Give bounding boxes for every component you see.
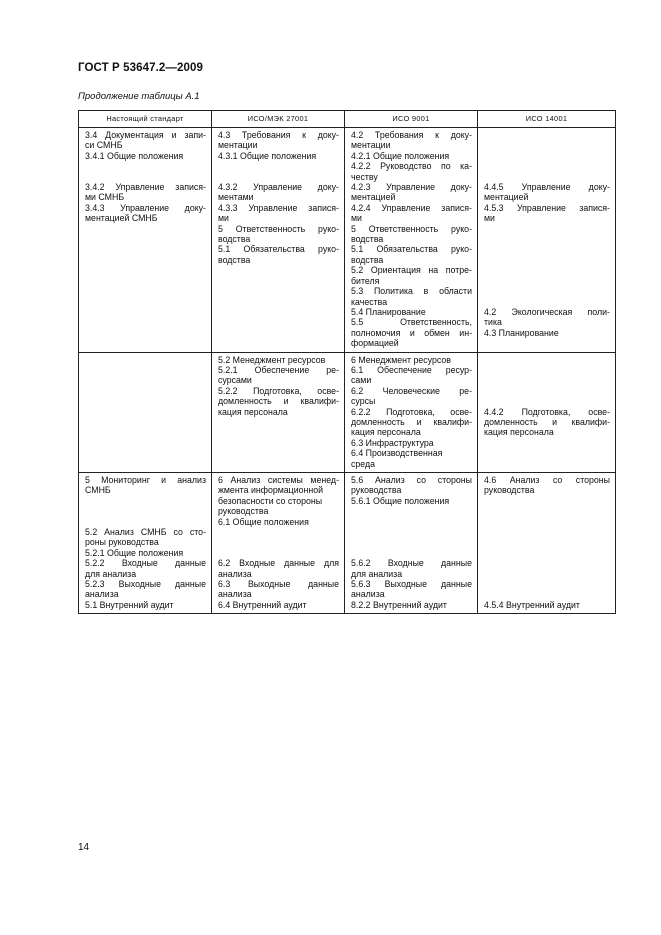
cell-text-line: сурсы (351, 396, 376, 407)
cell-text-line: водства (351, 254, 384, 265)
cell-text-line: 5.6 Анализ со стороны (351, 475, 472, 485)
column-header: ИСО 14001 (478, 111, 616, 128)
cell-text-line: водства (218, 254, 251, 265)
table-cell (345, 128, 478, 353)
cell-text-line: руководства (484, 485, 535, 496)
cell-text-line: 6.2 Входные данные для (218, 558, 339, 569)
cell-text-line (351, 548, 472, 558)
cell-text-line (484, 396, 610, 406)
cell-text-line: ментами (218, 192, 254, 203)
column-header: ИСО/МЭК 27001 (212, 111, 345, 128)
cell-text-line: ментации (351, 140, 391, 151)
cell-text-line: для анализа (85, 568, 137, 579)
cell-text-line: 4.3.3 Управление запися- (218, 202, 339, 213)
cell-text-line: 5.2 Менеджмент ресурсов (218, 354, 326, 365)
cell-text-line: 5.2.3 Выходные данные (85, 579, 206, 590)
cell-text-line: 6.3 Инфраструктура (351, 437, 434, 448)
cell-text-line (85, 172, 206, 182)
cell-text-line: 5.2.2 Входные данные (85, 558, 206, 569)
table-row (79, 128, 616, 353)
standards-comparison-table (78, 110, 616, 614)
cell-text-line: формацией (351, 338, 399, 349)
cell-text-line: 5.2 Ориентация на потре- (351, 265, 472, 276)
cell-text-line: 3.4 Документация и запи- (85, 130, 206, 140)
cell-text-line (351, 527, 472, 537)
cell-text-line: 5.1 Внутренний аудит (85, 599, 174, 610)
cell-text-line: 4.2 Экологическая поли- (484, 306, 610, 317)
cell-text-line: 4.3 Требования к доку- (218, 130, 339, 140)
cell-text-line: 4.3 Планирование (484, 327, 559, 338)
cell-text-line: 6 Менеджмент ресурсов (351, 354, 451, 365)
cell-text-line: водства (351, 234, 384, 245)
cell-text-line (85, 506, 206, 516)
cell-text-line: 5.2.2 Подготовка, осве- (218, 385, 339, 396)
table-header-row (79, 111, 616, 128)
cell-text-line: честву (351, 171, 378, 182)
cell-text-line (351, 517, 472, 527)
cell-text-line: 4.2 Требования к доку- (351, 130, 472, 140)
cell-text-line: роны руководства (85, 537, 159, 548)
cell-text-line (484, 151, 610, 161)
table-cell (212, 128, 345, 353)
table-cell (212, 473, 345, 614)
cell-text-line: водства (218, 234, 251, 245)
cell-text-line: 5 Ответственность руко- (218, 223, 339, 234)
cell-text-line: 4.6 Анализ со стороны (484, 475, 610, 485)
cell-text-line: 4.4.5 Управление доку- (484, 182, 610, 193)
cell-text-line: 5 Мониторинг и анализ (85, 475, 206, 485)
cell-text-line: среда (351, 458, 376, 469)
document-header: ГОСТ Р 53647.2—2009 (78, 62, 203, 74)
table-cell (478, 128, 616, 353)
cell-text-line: ми (218, 213, 229, 224)
cell-text-line: 3.4.2 Управление запися- (85, 182, 206, 193)
cell-text-line (484, 297, 610, 307)
cell-text-line (484, 161, 610, 171)
cell-text-line: 4.5.3 Управление запися- (484, 202, 610, 213)
table-cell (345, 352, 478, 472)
cell-text-line: 4.2.2 Руководство по ка- (351, 161, 472, 172)
cell-text-line: 5 Ответственность руко- (351, 223, 472, 234)
cell-text-line: ментации (218, 140, 258, 151)
cell-text-line: анализа (218, 589, 252, 600)
cell-text-line: 3.4.1 Общие положения (85, 150, 184, 161)
cell-text-line: руководства (351, 485, 402, 496)
cell-text-line: сурсами (218, 375, 252, 386)
cell-text-line: ми (351, 213, 362, 224)
cell-text-line (484, 517, 610, 527)
cell-text-line: 6.1 Общие положения (218, 516, 309, 527)
cell-text-line: 5.2 Анализ СМНБ со сто- (85, 527, 206, 538)
cell-text-line: 4.3.1 Общие положения (218, 150, 317, 161)
cell-text-line: жмента информационной (218, 485, 324, 496)
cell-text-line: ми (484, 213, 495, 224)
cell-text-line (484, 130, 610, 140)
cell-text-line (484, 589, 610, 599)
cell-text-line: безопасности со стороны (218, 495, 323, 506)
page-number: 14 (78, 842, 90, 853)
cell-text-line: анализа (351, 589, 385, 600)
cell-text-line: 5.6.1 Общие положения (351, 495, 450, 506)
cell-text-line: анализа (85, 589, 119, 600)
cell-text-line: 5.6.2 Входные данные (351, 558, 472, 569)
cell-text-line: домленность и квалифи- (218, 396, 339, 407)
cell-text-line: кация персонала (484, 427, 554, 438)
cell-text-line (484, 286, 610, 296)
table-cell (345, 473, 478, 614)
cell-text-line (484, 140, 610, 150)
cell-text-line: домленность и квалифи- (351, 416, 472, 427)
cell-text-line (484, 255, 610, 265)
cell-text-line: тика (484, 317, 502, 328)
cell-text-line: кация персонала (218, 406, 288, 417)
cell-text-line: ми СМНБ (85, 192, 125, 203)
cell-text-line: 4.3.2 Управление доку- (218, 182, 339, 193)
cell-text-line: 5.4 Планирование (351, 306, 426, 317)
cell-text-line (484, 276, 610, 286)
cell-text-line (484, 527, 610, 537)
cell-text-line: 3.4.3 Управление доку- (85, 202, 206, 213)
cell-text-line (484, 548, 610, 558)
table-row (79, 352, 616, 472)
cell-text-line: ментацией СМНБ (85, 213, 158, 224)
cell-text-line (484, 579, 610, 589)
cell-text-line: 4.5.4 Внутренний аудит (484, 599, 580, 610)
cell-text-line (218, 161, 339, 171)
cell-text-line (484, 569, 610, 579)
cell-text-line (484, 537, 610, 547)
cell-text-line: кация персонала (351, 427, 421, 438)
table-caption: Продолжение таблицы А.1 (78, 91, 200, 102)
cell-text-line: сами (351, 375, 372, 386)
cell-text-line: полномочия и обмен ин- (351, 327, 472, 338)
cell-text-line: ментацией (351, 192, 396, 203)
cell-text-line: для анализа (351, 568, 403, 579)
cell-text-line (484, 496, 610, 506)
cell-text-line (218, 548, 339, 558)
cell-text-line (484, 506, 610, 516)
cell-text-line (351, 506, 472, 516)
cell-text-line (218, 537, 339, 547)
cell-text-line (484, 375, 610, 385)
cell-text-line: 5.2.1 Общие положения (85, 547, 184, 558)
cell-text-line: 4.2.4 Управление запися- (351, 202, 472, 213)
cell-text-line: бителя (351, 275, 380, 286)
cell-text-line (484, 234, 610, 244)
cell-text-line: 6.2 Человеческие ре- (351, 385, 472, 396)
cell-text-line: 6.4 Производственная (351, 448, 443, 459)
cell-text-line (484, 365, 610, 375)
column-header: ИСО 9001 (345, 111, 478, 128)
cell-text-line: анализа (218, 568, 252, 579)
table-cell (478, 352, 616, 472)
column-header: Настоящий стандарт (79, 111, 212, 128)
cell-text-line: 6 Анализ системы менед- (218, 475, 339, 485)
cell-text-line (484, 244, 610, 254)
cell-text-line: качества (351, 296, 388, 307)
cell-text-line (484, 558, 610, 568)
table-cell (79, 352, 212, 472)
cell-text-line: 5.1 Обязательства руко- (351, 244, 472, 255)
cell-text-line (351, 537, 472, 547)
cell-text-line (484, 386, 610, 396)
cell-text-line: 5.3 Политика в области (351, 286, 472, 297)
cell-text-line: 5.6.3 Выходные данные (351, 579, 472, 590)
cell-text-line (484, 224, 610, 234)
cell-text-line: руководства (218, 506, 269, 517)
cell-text-line: ментацией (484, 192, 529, 203)
cell-text-line: 5.5 Ответственность, (351, 317, 472, 328)
cell-text-line (218, 172, 339, 182)
cell-text-line: 6.3 Выходные данные (218, 579, 339, 590)
table-cell (478, 473, 616, 614)
table-cell (79, 128, 212, 353)
cell-text-line: 6.1 Обеспечение ресур- (351, 364, 472, 375)
cell-text-line (484, 355, 610, 365)
cell-text-line: СМНБ (85, 485, 111, 496)
cell-text-line: домленность и квалифи- (484, 416, 610, 427)
table-cell (212, 352, 345, 472)
cell-text-line: 8.2.2 Внутренний аудит (351, 599, 447, 610)
cell-text-line (218, 527, 339, 537)
cell-text-line (85, 517, 206, 527)
table-cell (79, 473, 212, 614)
cell-text-line: 5.1 Обязательства руко- (218, 244, 339, 255)
table-row (79, 473, 616, 614)
cell-text-line: 4.2.1 Общие положения (351, 150, 450, 161)
cell-text-line: 5.2.1 Обеспечение ре- (218, 364, 339, 375)
cell-text-line: 4.2.3 Управление доку- (351, 182, 472, 193)
cell-text-line (484, 172, 610, 182)
cell-text-line: 6.4 Внутренний аудит (218, 599, 307, 610)
cell-text-line (484, 265, 610, 275)
cell-text-line: 4.4.2 Подготовка, осве- (484, 406, 610, 417)
cell-text-line (85, 496, 206, 506)
cell-text-line: си СМНБ (85, 140, 123, 151)
cell-text-line (85, 161, 206, 171)
cell-text-line: 6.2.2 Подготовка, осве- (351, 406, 472, 417)
